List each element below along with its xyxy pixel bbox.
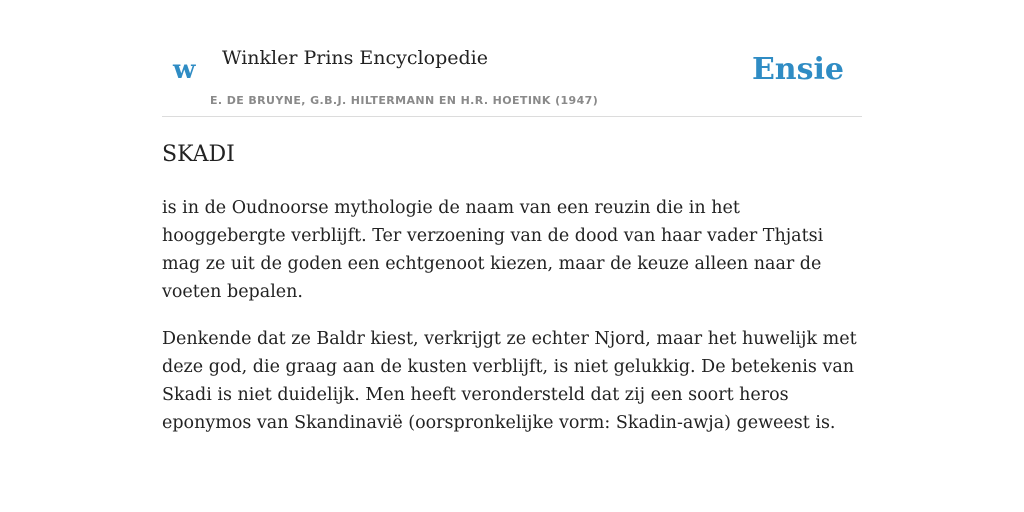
article-paragraph: is in de Oudnoorse mythologie de naam van een reuzin die in het hooggebergte verblijft. Ter verzoening van de dood van haar vader Thjatsi mag ze uit de goden een echtgenoot kiezen, maar de keuze alleen naar de voeten bepalen.	[162, 198, 824, 302]
winkler-prins-logo[interactable]: w	[173, 55, 196, 85]
ensie-logo-link[interactable]: Ensie	[751, 52, 844, 87]
source-title[interactable]: Winkler Prins Encyclopedie	[222, 47, 488, 69]
article-headword: SKADI	[162, 142, 235, 167]
article-body	[162, 140, 862, 456]
article-paragraph: Denkende dat ze Baldr kiest, verkrijgt ze echter Njord, maar het huwelijk met deze god, die graag aan de kusten verblijft, is niet gelukkig. De betekenis van Skadi is niet duidelijk. Men heeft verondersteld dat zij een soort heros eponymos van Skandinavië (oorspronkelijke vorm: Skadin-awja) geweest is.	[162, 329, 857, 433]
page-header	[162, 0, 862, 117]
source-authors: E. DE BRUYNE, G.B.J. HILTERMANN EN H.R. HOETINK (1947)	[210, 94, 599, 107]
